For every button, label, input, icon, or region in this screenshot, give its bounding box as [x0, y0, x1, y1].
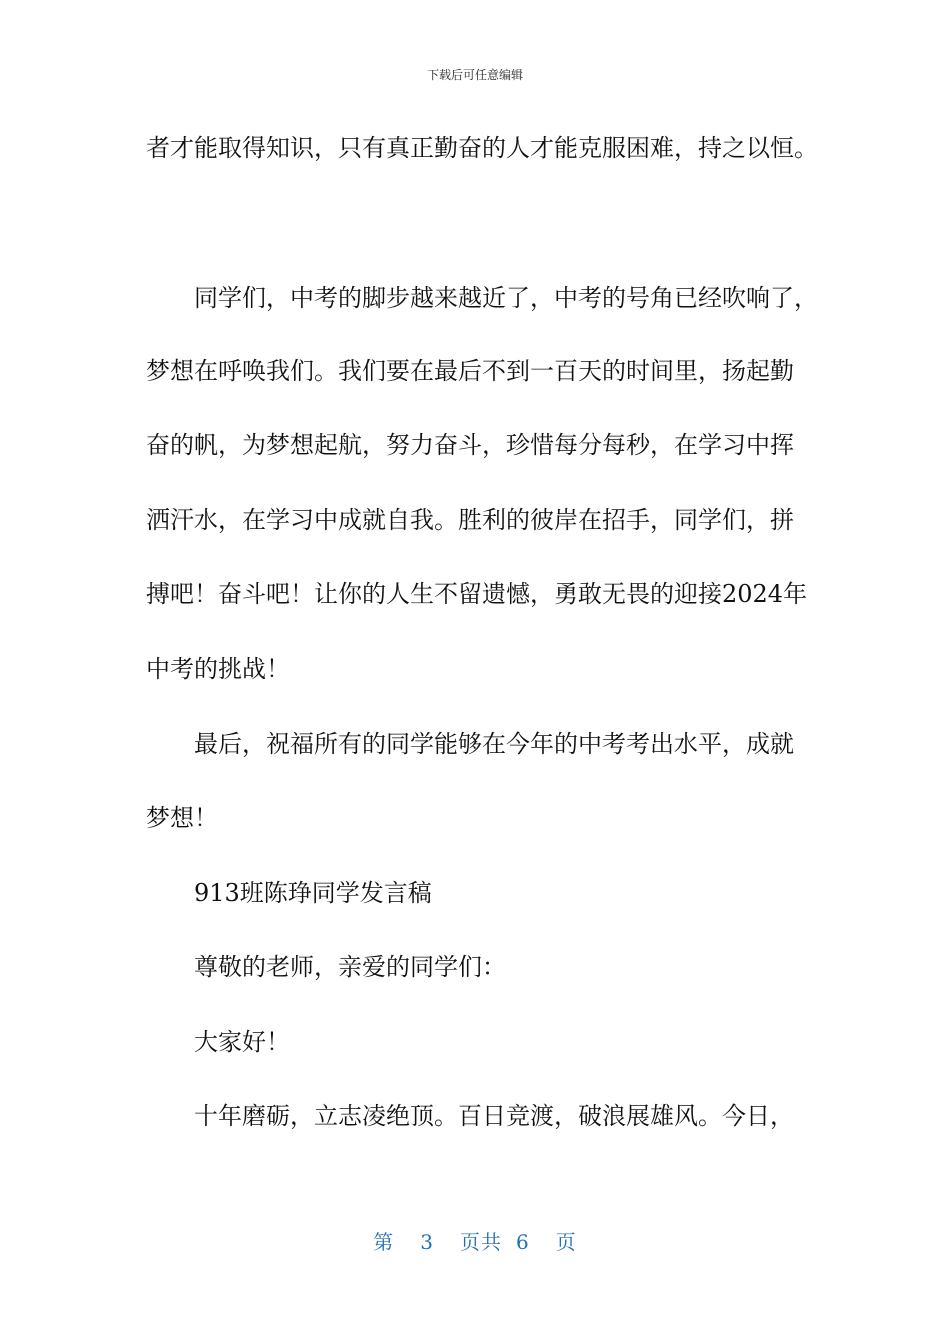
speech-title: 913班陈琤同学发言稿 — [194, 879, 432, 907]
text-line: 最后，祝福所有的同学能够在今年的中考考出水平，成就 — [194, 730, 794, 758]
text-line: 者才能取得知识，只有真正勤奋的人才能克服困难，持之以恒。 — [146, 134, 818, 162]
text-line: 同学们，中考的脚步越来越近了，中考的号角已经吹响了， — [194, 284, 818, 312]
text-line: 中考的挑战！ — [146, 655, 290, 683]
text-line: 洒汗水，在学习中成就自我。胜利的彼岸在招手，同学们，拼 — [146, 506, 794, 534]
salutation: 尊敬的老师，亲爱的同学们： — [194, 953, 506, 981]
current-page-number: 3 — [420, 1230, 434, 1254]
page-footer — [0, 1226, 950, 1255]
text-line: 奋的帆，为梦想起航，努力奋斗，珍惜每分每秒，在学习中挥 — [146, 431, 794, 459]
greeting: 大家好！ — [194, 1028, 290, 1056]
footer-middle: 页共 — [460, 1230, 502, 1254]
text-line: 十年磨砺，立志凌绝顶。百日竞渡，破浪展雄风。今日， — [194, 1102, 794, 1130]
footer-suffix: 页 — [555, 1230, 577, 1254]
footer-prefix: 第 — [373, 1230, 395, 1254]
text-line: 梦想！ — [146, 804, 218, 832]
text-line: 搏吧！奋斗吧！让你的人生不留遗憾，勇敢无畏的迎接2024年 — [146, 580, 808, 608]
total-page-number: 6 — [516, 1230, 530, 1254]
page-header: 下载后可任意编辑 — [426, 68, 523, 82]
text-line: 梦想在呼唤我们。我们要在最后不到一百天的时间里，扬起勤 — [146, 357, 794, 385]
